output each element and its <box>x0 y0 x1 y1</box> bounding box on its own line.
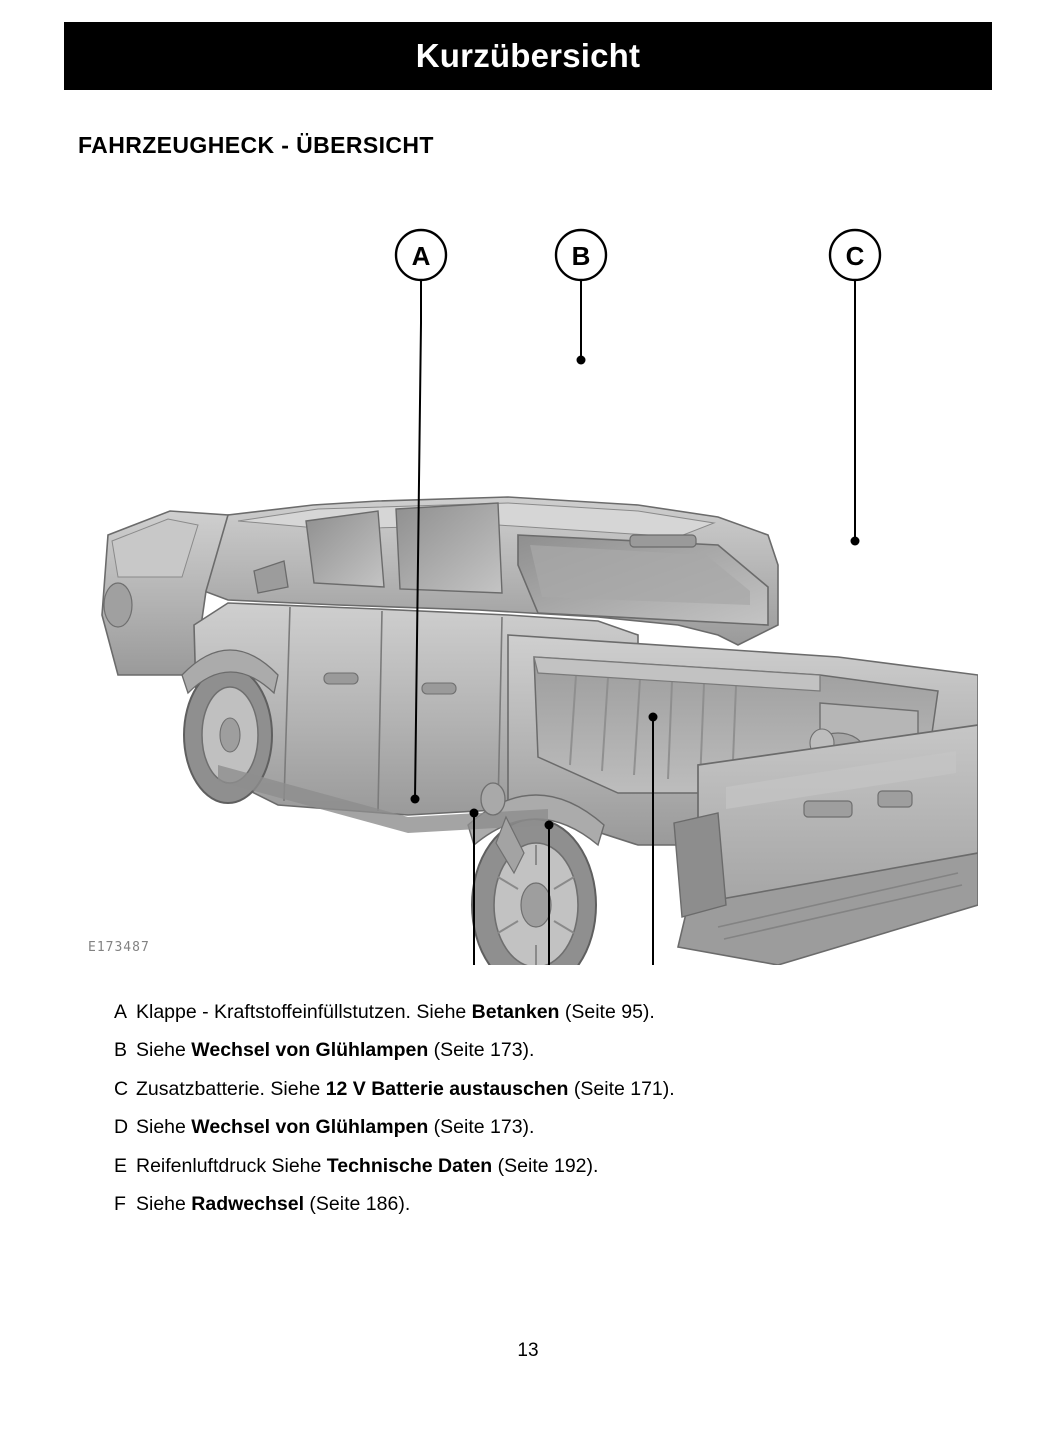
legend-description <box>136 1038 978 1062</box>
legend-key: F <box>114 1192 126 1215</box>
legend-row <box>78 1000 978 1024</box>
legend-row <box>78 1038 978 1062</box>
page-title: Kurzübersicht <box>415 37 641 74</box>
legend-row <box>78 1192 978 1216</box>
legend-row <box>78 1154 978 1178</box>
figure-reference-code: E173487 <box>88 940 150 955</box>
legend-text-run: Siehe <box>136 1039 192 1062</box>
vehicle-rear-overview-figure <box>78 205 978 965</box>
section-heading: FAHRZEUGHECK - ÜBERSICHT <box>78 132 434 158</box>
legend-row <box>78 1077 978 1101</box>
legend-reference-title: Technische Daten <box>326 1154 493 1177</box>
legend-text-run: (Seite 192). <box>492 1154 599 1177</box>
legend-key: C <box>114 1077 129 1100</box>
legend-text-run: (Seite 95). <box>559 1001 655 1023</box>
legend-key: E <box>114 1154 128 1177</box>
legend-text-run: Zusatzbatterie. Siehe <box>136 1077 326 1100</box>
legend-text-run: (Seite 186). <box>304 1192 411 1215</box>
legend-reference-title: 12 V Batterie austauschen <box>325 1077 569 1100</box>
callout-label-c: C <box>845 241 865 271</box>
legend-key: D <box>114 1116 129 1139</box>
legend-description <box>136 1077 978 1101</box>
callout-label-b: B <box>571 241 591 271</box>
legend-text-run: Reifenluftdruck Siehe <box>136 1154 327 1177</box>
legend-list <box>78 1000 978 1230</box>
legend-description <box>136 1154 978 1178</box>
legend-reference-title: Radwechsel <box>191 1192 305 1215</box>
page-number: 13 <box>517 1340 539 1361</box>
legend-description <box>136 1192 978 1216</box>
legend-reference-title: Wechsel von Glühlampen <box>191 1116 429 1139</box>
legend-row <box>78 1115 978 1139</box>
page-header-band <box>64 22 992 90</box>
legend-text-run: (Seite 171). <box>568 1077 675 1100</box>
legend-reference-title: Betanken <box>471 1001 560 1023</box>
legend-description <box>136 1000 978 1024</box>
legend-key: A <box>114 1001 128 1023</box>
callout-label-a: A <box>411 241 431 271</box>
legend-text-run: Siehe <box>136 1192 192 1215</box>
legend-text-run: Siehe <box>136 1116 192 1139</box>
legend-description <box>136 1115 978 1139</box>
legend-text-run: (Seite 173). <box>428 1039 535 1062</box>
legend-reference-title: Wechsel von Glühlampen <box>191 1039 429 1062</box>
legend-key: B <box>114 1039 128 1062</box>
legend-text-run: (Seite 173). <box>428 1116 535 1139</box>
legend-text-run: Klappe - Kraftstoffeinfüllstutzen. Siehe <box>136 1001 472 1023</box>
callout-labels-layer <box>78 205 978 965</box>
